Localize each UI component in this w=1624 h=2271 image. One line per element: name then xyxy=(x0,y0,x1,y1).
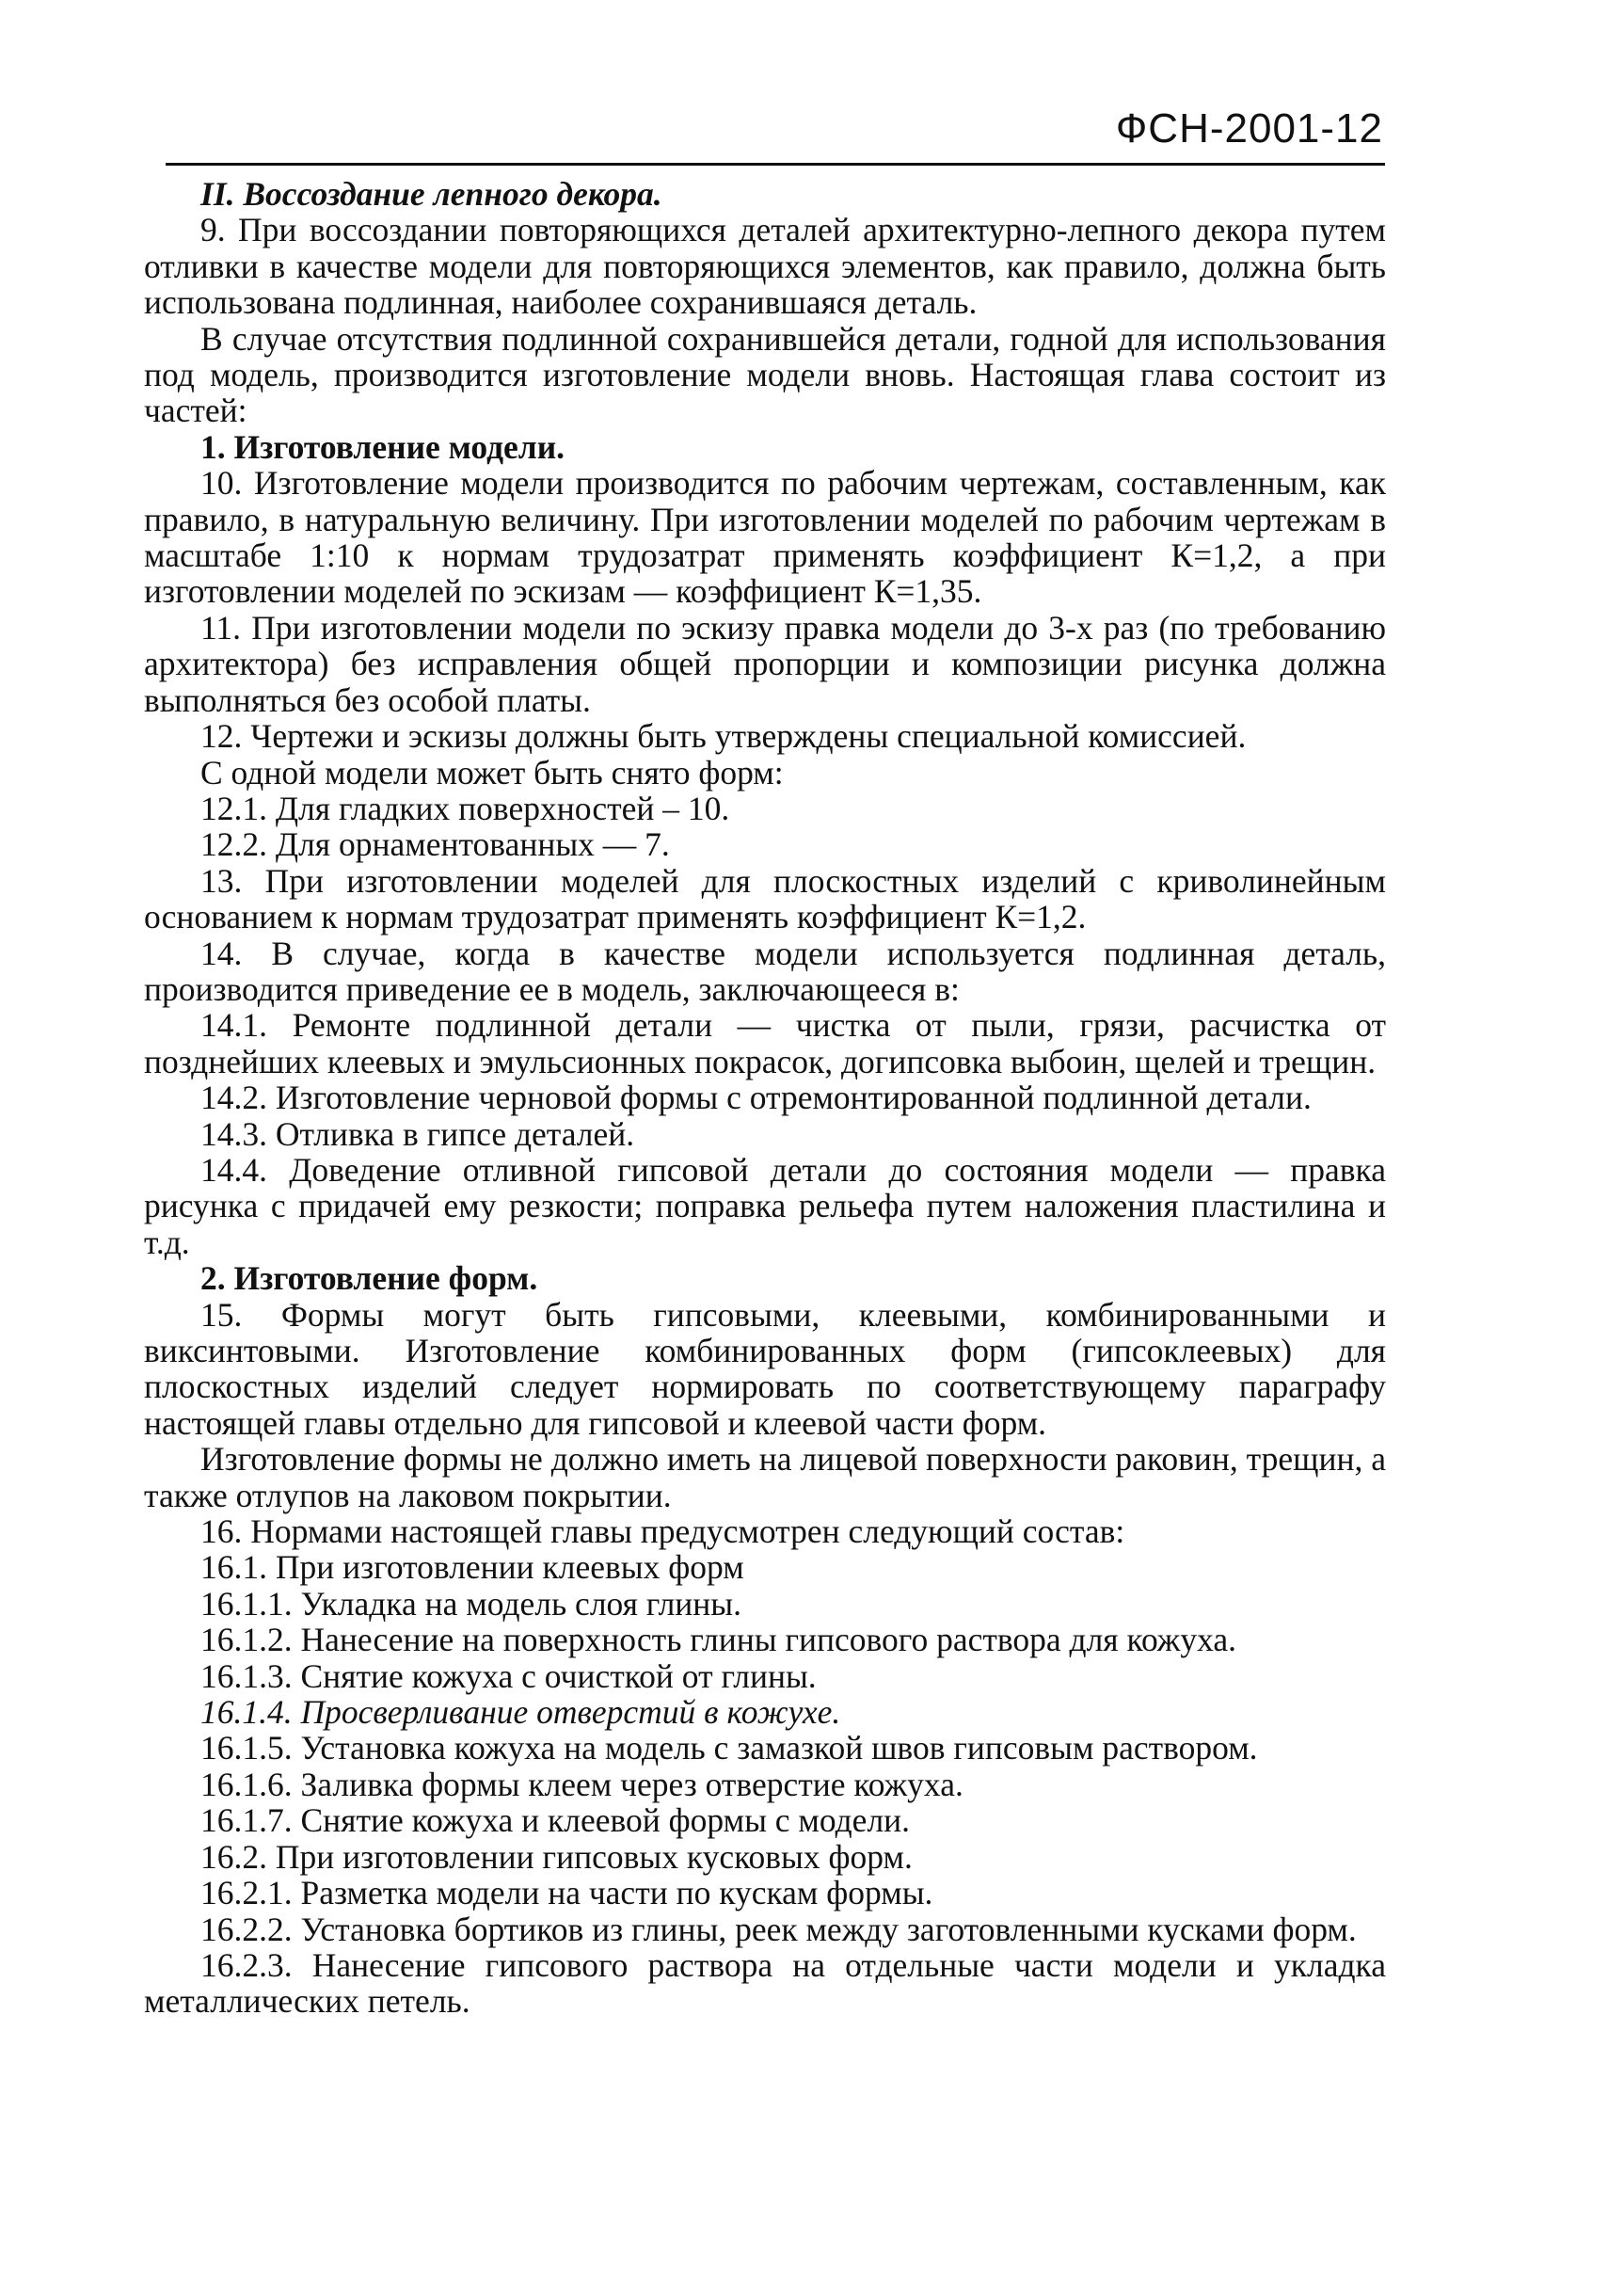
paragraph: 12.1. Для гладких поверхностей – 10. xyxy=(200,789,730,827)
document-body xyxy=(144,176,1386,2020)
paragraph: 13. При изготовлении моделей для плоскостных изделий с криволинейным основанием к нормам трудозатрат применять коэффициент К=1,2. xyxy=(144,861,1386,936)
paragraph: 11. При изготовлении модели по эскизу правка модели до 3-х раз (по требованию архитектора) без исправления общей пропорции и композиции рисунка должна выполняться без особой платы. xyxy=(144,608,1386,719)
paragraph: В случае отсутствия подлинной сохранившейся детали, годной для использования под модель, производится изготовление модели вновь. Настоящая глава состоит из частей: xyxy=(144,319,1386,430)
paragraph: 16.2.3. Нанесение гипсового раствора на отдельные части модели и укладка металлических петель. xyxy=(144,1945,1386,2021)
header-rule xyxy=(166,163,1385,166)
paragraph: 10. Изготовление модели производится по рабочим чертежам, составленным, как правило, в натуральную величину. При изготовлении моделей по рабочим чертежам в масштабе 1:10 к нормам трудозатрат применять коэффициент К=1,2, а при изготовлении моделей по эскизам — коэффициент К=1,35. xyxy=(144,464,1386,611)
paragraph: 9. При воссоздании повторяющихся деталей архитектурно-лепного декора путем отливки в качестве модели для повторяющихся элементов, как правило, должна быть использована подлинная, наиболее сохранившаяся деталь. xyxy=(144,211,1386,322)
paragraph: 16.2.2. Установка бортиков из глины, реек между заготовленными кусками форм. xyxy=(200,1910,1357,1948)
paragraph: С одной модели может быть снято форм: xyxy=(200,753,784,792)
paragraph: 12.2. Для орнаментованных — 7. xyxy=(200,825,670,864)
paragraph: 16.1.3. Снятие кожуха с очисткой от глины. xyxy=(200,1656,817,1695)
section-heading: 2. Изготовление форм. xyxy=(200,1259,538,1298)
paragraph: 16.1. При изготовлении клеевых форм xyxy=(200,1548,744,1587)
document-code: ФСН-2001-12 xyxy=(1115,105,1383,152)
paragraph: 16.1.5. Установка кожуха на модель с замазкой швов гипсовым раствором. xyxy=(200,1729,1258,1767)
paragraph: 16.1.1. Укладка на модель слоя глины. xyxy=(200,1584,742,1623)
paragraph: 12. Чертежи и эскизы должны быть утверждены специальной комиссией. xyxy=(200,717,1247,756)
paragraph: Изготовление формы не должно иметь на лицевой поверхности раковин, трещин, а также отлупов на лаковом покрытии. xyxy=(144,1440,1386,1514)
paragraph: 14.4. Доведение отливной гипсовой детали до состояния модели — правка рисунка с придачей ему резкости; поправка рельефа путем наложения пластилина и т.д. xyxy=(144,1150,1386,1261)
paragraph: 16. Нормами настоящей главы предусмотрен следующий состав: xyxy=(200,1512,1125,1551)
paragraph: 14.1. Ремонте подлинной детали — чистка от пыли, грязи, расчистка от позднейших клеевых и эмульсионных покрасок, догипсовка выбоин, щелей и трещин. xyxy=(144,1006,1386,1080)
paragraph: 16.1.6. Заливка формы клеем через отверстие кожуха. xyxy=(200,1765,963,1803)
paragraph: 14.3. Отливка в гипсе деталей. xyxy=(200,1114,635,1153)
paragraph: 14. В случае, когда в качестве модели используется подлинная деталь, производится приведение ее в модель, заключающееся в: xyxy=(144,934,1386,1008)
paragraph: 14.2. Изготовление черновой формы с отремонтированной подлинной детали. xyxy=(200,1079,1312,1117)
paragraph: 15. Формы могут быть гипсовыми, клеевыми, комбинированными и виксинтовыми. Изготовление комбинированных форм (гипсоклеевых) для плоскостных изделий следует нормировать по соответствующему параграфу настоящей главы отдельно для гипсовой и клеевой части форм. xyxy=(144,1295,1386,1442)
section-heading: 1. Изготовление модели. xyxy=(200,427,565,466)
paragraph: 16.2.1. Разметка модели на части по кускам формы. xyxy=(200,1874,933,1912)
paragraph: 16.1.7. Снятие кожуха и клеевой формы с модели. xyxy=(200,1801,911,1840)
paragraph: 16.1.4. Просверливание отверстий в кожухе. xyxy=(200,1693,841,1732)
chapter-heading: II. Воссоздание лепного декора. xyxy=(200,175,662,213)
paragraph: 16.2. При изготовлении гипсовых кусковых форм. xyxy=(200,1837,913,1876)
paragraph: 16.1.2. Нанесение на поверхность глины гипсового раствора для кожуха. xyxy=(200,1621,1237,1659)
